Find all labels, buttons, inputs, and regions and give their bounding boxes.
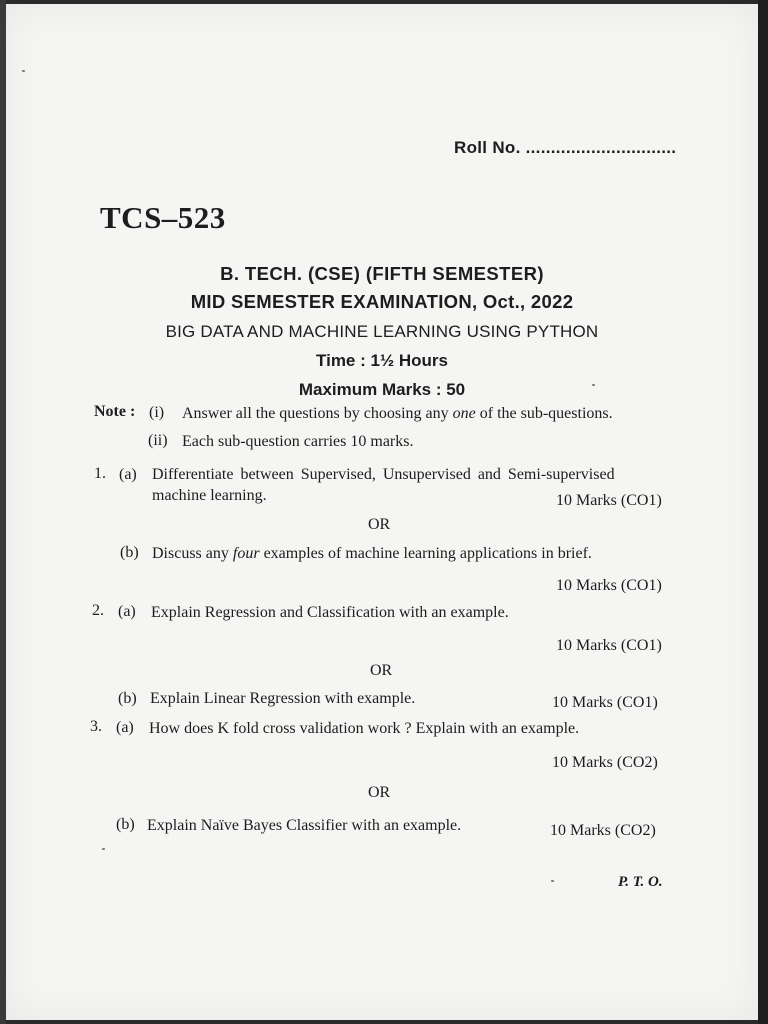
note-item-2-text: Each sub-question carries 10 marks.	[182, 433, 414, 450]
question-2b-label: (b)	[118, 690, 137, 707]
question-1a-text-line2: machine learning.	[152, 487, 267, 504]
question-2-or: OR	[370, 662, 393, 679]
program-title: B. TECH. (CSE) (FIFTH SEMESTER)	[220, 263, 544, 284]
note-item-1-text: Answer all the questions by choosing any one of the sub-questions.	[182, 405, 613, 422]
please-turn-over: P. T. O.	[618, 874, 663, 890]
scan-speck	[551, 880, 554, 882]
note-item-2-num: (ii)	[148, 432, 168, 449]
question-3-or: OR	[368, 784, 391, 801]
question-2-number: 2.	[92, 602, 104, 619]
question-1-number: 1.	[94, 465, 106, 482]
question-3a-marks: 10 Marks (CO2)	[552, 754, 658, 771]
question-2b-text: Explain Linear Regression with example.	[150, 690, 416, 707]
question-2b-marks: 10 Marks (CO1)	[552, 694, 658, 711]
scan-speck	[102, 848, 105, 850]
question-1a-marks: 10 Marks (CO1)	[556, 492, 662, 509]
question-3b-marks: 10 Marks (CO2)	[550, 822, 656, 839]
question-3b-label: (b)	[116, 816, 135, 833]
question-2a-label: (a)	[118, 603, 136, 620]
roll-number-field: Roll No. ..............................	[454, 138, 677, 157]
scan-speck	[592, 384, 595, 386]
scan-edge-right	[758, 0, 768, 1024]
subject-title: BIG DATA AND MACHINE LEARNING USING PYTHON	[165, 322, 599, 341]
scan-speck	[22, 70, 25, 72]
note-item-1-num: (i)	[149, 404, 165, 421]
question-3a-label: (a)	[116, 719, 134, 736]
question-1a-text-line1: Differentiate between Supervised, Unsupervised and Semi-supervised	[152, 466, 615, 483]
question-2a-marks: 10 Marks (CO1)	[556, 637, 662, 654]
paper-code: TCS–523	[100, 200, 226, 235]
maximum-marks: Maximum Marks : 50	[298, 380, 466, 399]
exam-duration: Time : 1½ Hours	[316, 351, 448, 370]
question-3a-text: How does K fold cross validation work ? Explain with an example.	[149, 720, 580, 737]
question-1b-label: (b)	[120, 544, 139, 561]
question-3b-text: Explain Naïve Bayes Classifier with an example.	[147, 817, 462, 834]
question-1-or: OR	[368, 516, 391, 533]
question-1a-label: (a)	[119, 466, 137, 483]
exam-title: MID SEMESTER EXAMINATION, Oct., 2022	[190, 291, 574, 312]
note-label: Note :	[94, 403, 136, 420]
question-2a-text: Explain Regression and Classification with an example.	[151, 604, 509, 621]
question-3-number: 3.	[90, 718, 102, 735]
question-1b-text: Discuss any four examples of machine learning applications in brief.	[152, 545, 592, 562]
question-1b-marks: 10 Marks (CO1)	[556, 577, 662, 594]
exam-paper	[6, 4, 758, 1020]
